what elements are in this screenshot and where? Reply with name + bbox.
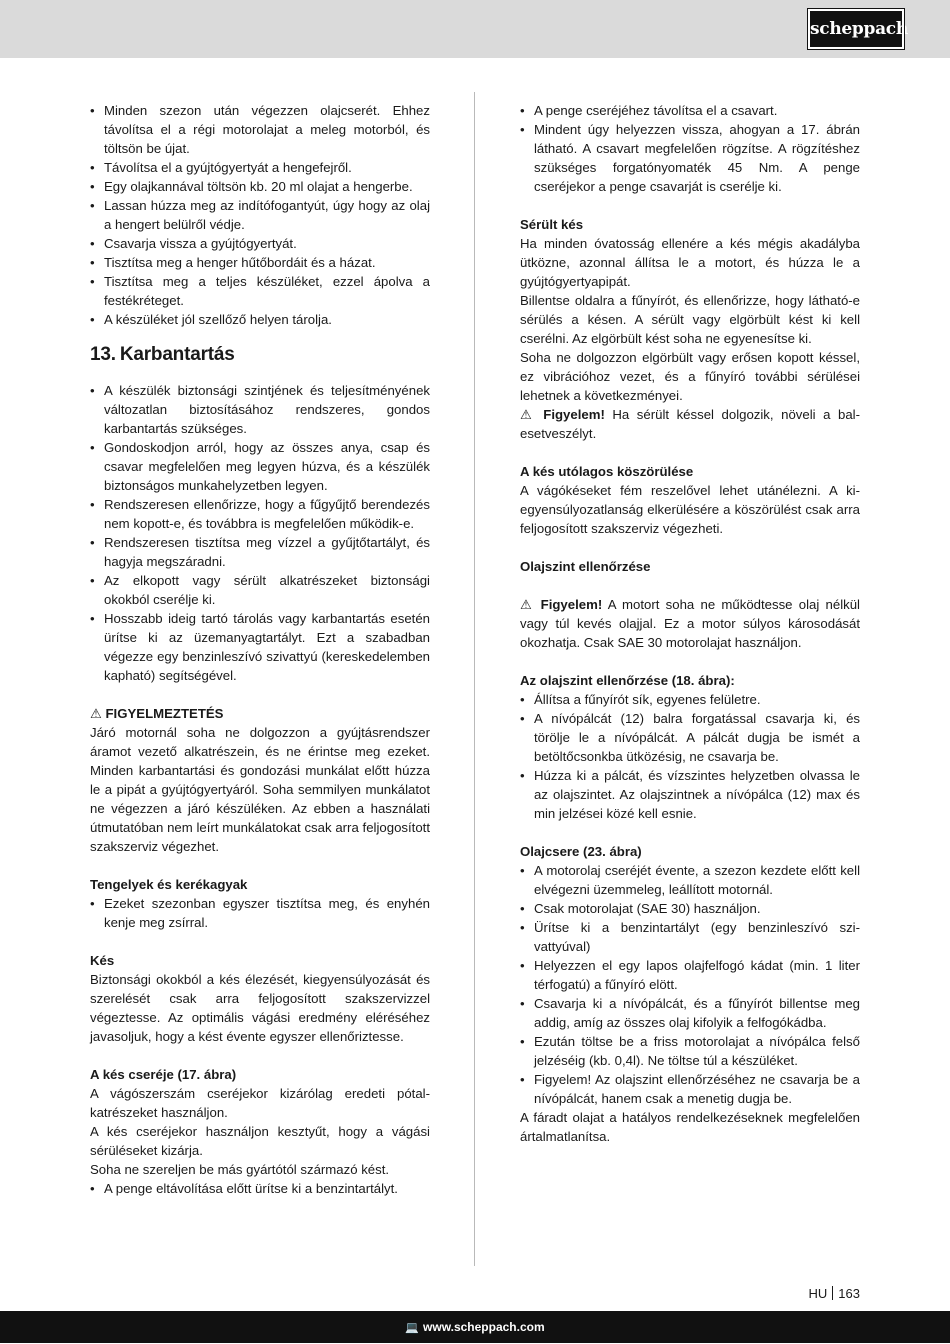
section-heading [90,343,430,367]
list-item: • A motorolaj cseréjét évente, a szezon kezdete előtt kell elvégezni üzemmeleg, leállított motornál. [520,861,860,899]
list-item: • Távolítsa el a gyújtógyertyát a hengefejről. [90,158,430,177]
oil-check-list [520,690,860,823]
damaged-blade-heading: Sérült kés [520,217,584,232]
list-item: • Csavarja vissza a gyújtógyertyát. [90,234,430,253]
list-item: • Minden szezon után végezzen olajcserét. Ehhez távolítsa el a régi motorolajat a meleg motorból, és töltsön be újat. [90,101,430,158]
blade-change-list [90,1179,430,1198]
blade-heading: Kés [90,953,115,968]
damaged-blade-text: Soha ne dolgozzon elgörbült vagy erősen kopott késsel, ez vibrációhoz vezet, és a fűnyíró további sérülései lehetnek a következményei. [520,350,860,403]
axles-heading: Tengelyek és kerékagyak [90,877,248,892]
section-title: Karbantartás [119,344,235,365]
left-column [90,101,430,1198]
oil-change-list [520,861,860,1108]
maintenance-list [90,381,430,685]
storage-list [90,101,430,329]
warning-title: FIGYELMEZTETÉS [105,706,224,721]
regrind-heading: A kés utólagos köszörülése [520,464,694,479]
attention-text: A motort soha ne működtesse olaj nélkül vagy túl kevés olajjal. Ez a motor súlyos károsodását okozhatja. Csak SAE 30 motorolajat használjon. [520,597,860,650]
blade-change-heading: A kés cseréje (17. ábra) [90,1067,237,1082]
language-code: HU [808,1286,828,1301]
list-item: • Lassan húzza meg az indítófogantyút, úgy hogy az olaj a hengert belülről védje. [90,196,430,234]
blade-change-text: A vágószerszám cseréjekor kizárólag eredeti pótalkatrészeket használjon. [90,1086,430,1120]
oil-check-heading: Az olajszint ellenőrzése (18. ábra): [520,673,735,688]
right-column [520,101,860,1146]
warning-icon: ⚠ [520,597,535,612]
damaged-blade-text: Ha minden óvatosság ellenére a kés mégis akadályba ütközne, azonnal állítsa le a motort, és húzza le a gyújtógyertyapipát. [520,236,860,289]
list-item: • Állítsa a fűnyírót sík, egyenes felületre. [520,690,860,709]
list-item: • Helyezzen el egy lapos olajfelfogó kádat (min. 1 liter térfogatú) a fűnyíró elött. [520,956,860,994]
section-number: 13. [90,344,116,365]
list-item: • Rendszeresen ellenőrizze, hogy a fűgyűjtő berendezés nem kopott-e, és továbbra is megfelelően működik-e. [90,495,430,533]
list-item: • Húzza ki a pálcát, és vízszintes helyzetben olvassa le az olajszintet. Az olajszintnek a nívópálca (12) max és min jelzései közé kell esnie. [520,766,860,823]
list-item: • Rendszeresen tisztítsa meg vízzel a gyűjtőtartályt, és hagyja megszáradni. [90,533,430,571]
list-item: • Tisztítsa meg a teljes készüléket, ezzel ápolva a festékréteget. [90,272,430,310]
warning-text: Járó motornál soha ne dolgozzon a gyújtásrendszer áramot vezető alkatrészein, és ne érintse meg ezeket. Minden karbantartási és gondozási munkálat előtt húzza le a pipát a gyújtógyertyáról. Soha semmilyen munkálatot ne végezzen a járó készüléken. Az ebben a használati útmutatóban nem leírt munkálatokat csak arra feljogosított szakszerviz végezhet. [90,725,430,854]
attention-text: Ha sérült késsel dolgozik, növeli a balesetveszélyt. [520,407,861,441]
oil-level-heading: Olajszint ellenőrzése [520,559,651,574]
list-item: • Mindent úgy helyezzen vissza, ahogyan a 17. ábrán látható. A csavart megfelelően rögzítse. A rögzítéshez szükséges forgatónyomaték 45 Nm. A penge cseréjekor a penge csavarját is cserélje ki. [520,120,860,196]
attention-label: Figyelem! [540,597,603,612]
list-item: • Ezután töltse be a friss motorolajat a nívópálca felső jelzéséig (kb. 0,4l). Ne töltse túl a készüléket. [520,1032,860,1070]
attention-label: Figyelem! [543,407,605,422]
list-item: • A készülék biztonsági szintjének és teljesítményének változatlan biztosításához rendszeres, gondos karbantartás szükséges. [90,381,430,438]
list-item: • Csavarja ki a nívópálcát, és a fűnyírót billentse meg addig, amíg az összes olaj kifolyik a felfogókádba. [520,994,860,1032]
footer-separator [832,1286,833,1300]
scheppach-logo: scheppach [808,9,904,49]
damaged-blade-attention [520,405,860,443]
blade-text: Biztonsági okokból a kés élezését, kiegyensúlyozását és szerelését csak arra feljogosított szakszervizzel végeztesse. Az optimális vágási eredmény eléréséhez javasoljuk, hogy a kést évente egyszer ellenőriztesse. [90,972,430,1044]
oil-attention [520,595,860,652]
blade-change-text: A kés cseréjekor használjon kesztyűt, hogy a vágási sérüléseket kizárja. [90,1124,430,1158]
oil-change-heading: Olajcsere (23. ábra) [520,844,642,859]
blade-change-text: Soha ne szereljen be más gyártótól származó kést. [90,1162,390,1177]
list-item: • Ürítse ki a benzintartályt (egy benzinleszívó szivattyúval) [520,918,860,956]
disposal-text: A fáradt olajat a hatályos rendelkezéseknek megfelelően ártalmatlanítsa. [520,1110,860,1144]
list-item: • Csak motorolajat (SAE 30) használjon. [520,899,860,918]
warning-heading [90,704,430,723]
list-item: • A penge cseréjéhez távolítsa el a csavart. [520,101,860,120]
list-item: • Egy olajkannával töltsön kb. 20 ml olajat a hengerbe. [90,177,430,196]
regrind-text: A vágókéseket fém reszelővel lehet utánélezni. A kiegyensúlyozatlanság elkerülésére a köszörülést csak arra feljogosított szakszerviz végezheti. [520,483,860,536]
page-number-value: 163 [838,1286,860,1301]
website-link[interactable]: www.scheppach.com [423,1320,545,1334]
computer-icon: 💻 [405,1322,420,1334]
list-item: • Figyelem! Az olajszint ellenőrzéséhez ne csavarja be a nívópálcát, hanem csak a menetig dugja be. [520,1070,860,1108]
footer-bar [0,1311,950,1343]
damaged-blade-text: Billentse oldalra a fűnyírót, és ellenőrizze, hogy látható-e sérülés a késen. A sérült vagy elgörbült kést ki kell cserélni. Az elgörbült kést soha ne egyenesítse ki. [520,293,860,346]
list-item: • Gondoskodjon arról, hogy az összes anya, csap és csavar megfelelően meg legyen húzva, és a készülék biztonságos munkahelyzetben legyen. [90,438,430,495]
warning-icon: ⚠ [520,407,536,422]
list-item: • A penge eltávolítása előtt ürítse ki a benzintartályt. [90,1179,430,1198]
column-divider [474,92,475,1266]
list-item: • Az elkopott vagy sérült alkatrészeket biztonsági okokból cserélje ki. [90,571,430,609]
axles-list [90,894,430,932]
list-item: • A készüléket jól szellőző helyen tárolja. [90,310,430,329]
list-item: • Ezeket szezonban egyszer tisztítsa meg, és enyhén kenje meg zsírral. [90,894,430,932]
warning-icon: ⚠ [90,706,102,721]
blade-change-list-continued [520,101,860,196]
list-item: • Hosszabb ideig tartó tárolás vagy karbantartás esetén ürítse ki az üzemanyagtartályt. Ezt a szabadban végezze egy benzinleszívó szivattyú (kereskedelemben kapható) segítségével. [90,609,430,685]
list-item: • Tisztítsa meg a henger hűtőbordáit és a házat. [90,253,430,272]
list-item: • A nívópálcát (12) balra forgatással csavarja ki, és törölje le a nívópálcát. A pálcát dugja be ismét a betöltőcsonkba ütközésig, ne csavarja be. [520,709,860,766]
page-number [809,1286,860,1301]
